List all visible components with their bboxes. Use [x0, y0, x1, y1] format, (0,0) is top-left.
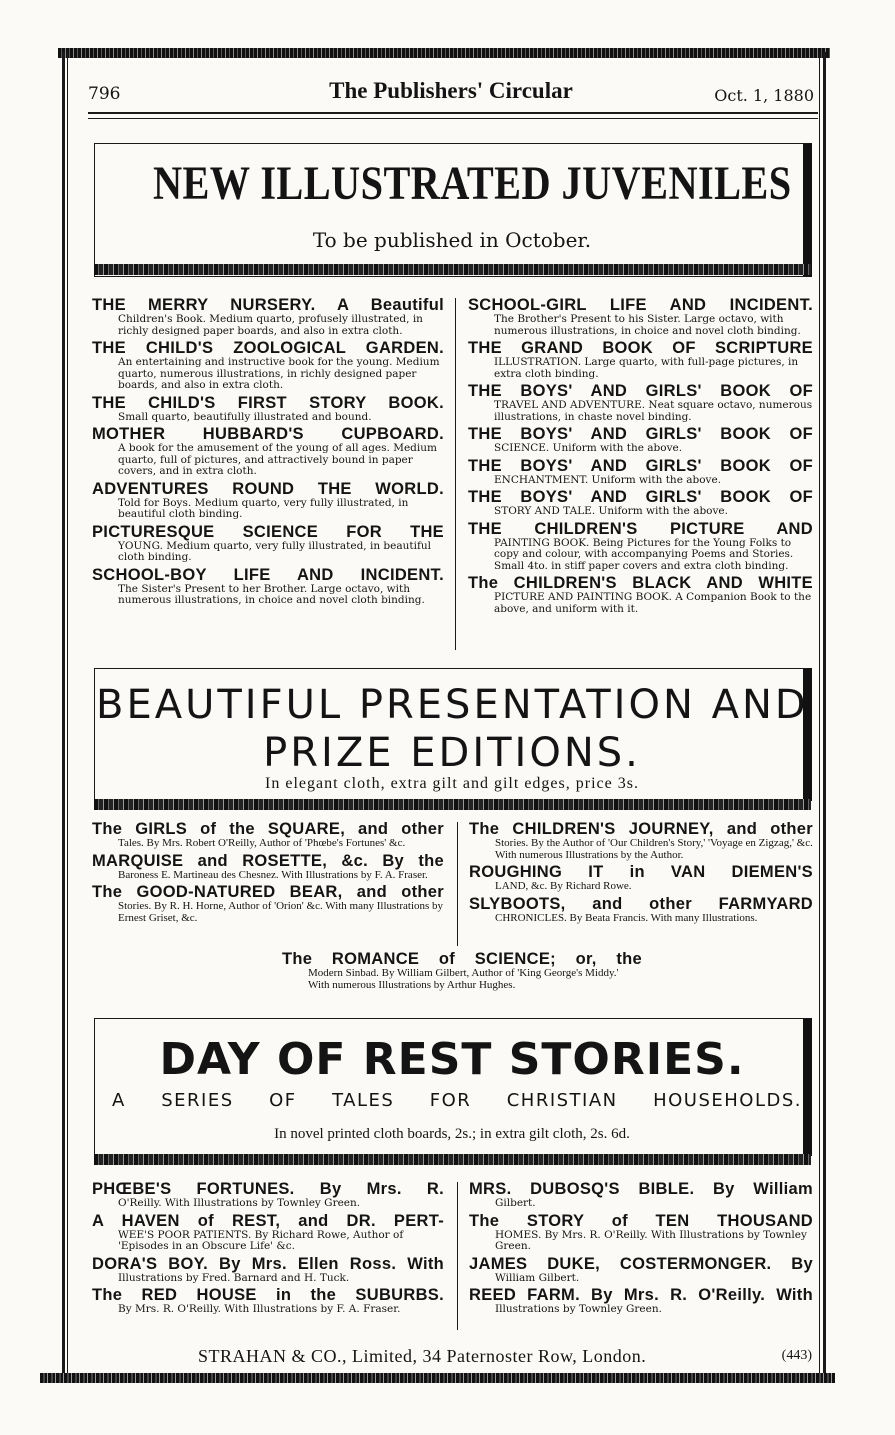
list-item: THE CHILDREN'S PICTURE AND PAINTING BOOK. Being Pictures for the Young Folks to copy and colour, with accompanying Poems and Stories. Small 4to. in stiff paper covers and extra cloth binding.: [468, 519, 813, 572]
list-item: THE BOYS' AND GIRLS' BOOK OF STORY AND TALE. Uniform with the above.: [468, 488, 813, 517]
day-of-rest-left-column: [92, 1180, 444, 1318]
list-item: THE BOYS' AND GIRLS' BOOK OF ENCHANTMENT. Uniform with the above.: [468, 456, 813, 486]
presentation-heading-line2: PRIZE EDITIONS.: [263, 730, 641, 776]
left-border-rule-inner: [67, 52, 68, 1383]
list-item: REED FARM. By Mrs. R. O'Reilly. With Illustrations by Townley Green.: [469, 1286, 813, 1315]
list-item: MRS. DUBOSQ'S BIBLE. By William Gilbert.: [469, 1180, 813, 1209]
presentation-right-column: [469, 820, 813, 926]
list-item: THE CHILD'S ZOOLOGICAL GARDEN. An entertaining and instructive book for the young. Medium quarto, numerous illustrations, in richly designed paper boards, and also in extra cloth.: [92, 339, 444, 391]
list-item: SCHOOL-GIRL LIFE AND INCIDENT. The Brother's Present to his Sister. Large octavo, with numerous illustrations, in choice and novel cloth binding.: [468, 296, 813, 337]
list-item: SCHOOL-BOY LIFE AND INCIDENT. The Sister's Present to her Brother. Large octavo, with numerous illustrations, in choice and novel cloth binding.: [92, 565, 444, 606]
list-item: The RED HOUSE in the SUBURBS. By Mrs. R. O'Reilly. With Illustrations by F. A. Fraser.: [92, 1286, 444, 1315]
day-of-rest-subheading: A SERIES OF TALES FOR CHRISTIAN HOUSEHOLDS.: [112, 1090, 802, 1111]
list-item: The CHILDREN'S BLACK AND WHITE PICTURE AND PAINTING BOOK. A Companion Book to the above, and uniform with it.: [468, 574, 813, 615]
list-item: THE MERRY NURSERY. A Beautiful Children's Book. Medium quarto, profusely illustrated, in richly designed paper boards, and also in extra cloth.: [92, 296, 444, 337]
column-divider: [457, 1182, 458, 1330]
presentation-left-column: [92, 820, 444, 926]
right-border-rule-inner: [819, 52, 820, 1383]
list-item: The GIRLS of the SQUARE, and other Tales. By Mrs. Robert O'Reilly, Author of 'Phœbe's Fortunes' &c.: [92, 820, 444, 849]
list-item: The GOOD-NATURED BEAR, and other Stories. By R. H. Horne, Author of 'Orion' &c. With many Illustrations by Ernest Griset, &c.: [92, 883, 444, 924]
column-divider: [455, 298, 456, 650]
running-head: [88, 78, 814, 108]
advert-number: (443): [781, 1348, 812, 1363]
day-of-rest-price: In novel printed cloth boards, 2s.; in extra gilt cloth, 2s. 6d.: [274, 1126, 630, 1142]
head-rule-thin: [88, 118, 818, 119]
day-of-rest-banner-shade: [94, 1154, 811, 1165]
list-item: PICTURESQUE SCIENCE FOR THE YOUNG. Medium quarto, very fully illustrated, in beautiful cloth binding.: [92, 522, 444, 563]
presentation-subheading: In elegant cloth, extra gilt and gilt edges, price 3s.: [265, 775, 639, 792]
list-item-centered: The ROMANCE of SCIENCE; or, the Modern Sinbad. By William Gilbert, Author of 'King George's Middy.' With numerous Illustrations by Arthur Hughes.: [282, 950, 642, 991]
list-item: The STORY of TEN THOUSAND HOMES. By Mrs. R. O'Reilly. With Illustrations by Townley Green.: [469, 1211, 813, 1252]
list-item: A HAVEN of REST, and DR. PERT- WEE'S POOR PATIENTS. By Richard Rowe, Author of 'Episodes in an Obscure Life' &c.: [92, 1211, 444, 1252]
list-item: DORA'S BOY. By Mrs. Ellen Ross. With Illustrations by Fred. Barnard and H. Tuck.: [92, 1254, 444, 1284]
juveniles-banner-shade: [94, 264, 811, 275]
juveniles-subheading: To be published in October.: [312, 228, 592, 252]
page-number: 796: [88, 84, 121, 104]
column-divider: [457, 822, 458, 946]
publisher-footer: [88, 1346, 818, 1368]
journal-title: The Publishers' Circular: [329, 78, 573, 103]
left-border-rule: [62, 52, 65, 1383]
juveniles-right-column: [468, 296, 813, 617]
list-item: PHŒBE'S FORTUNES. By Mrs. R. O'Reilly. With Illustrations by Townley Green.: [92, 1180, 444, 1209]
day-of-rest-heading: DAY OF REST STORIES.: [159, 1034, 745, 1085]
list-item: THE CHILD'S FIRST STORY BOOK. Small quarto, beautifully illustrated and bound.: [92, 393, 444, 423]
juveniles-heading: NEW ILLUSTRATED JUVENILES: [152, 157, 792, 210]
right-border-rule: [823, 52, 826, 1383]
presentation-banner-shade: [94, 799, 811, 810]
presentation-heading-line1: BEAUTIFUL PRESENTATION AND: [96, 682, 809, 728]
list-item: THE BOYS' AND GIRLS' BOOK OF SCIENCE. Uniform with the above.: [468, 425, 813, 454]
list-item: SLYBOOTS, and other FARMYARD CHRONICLES. By Beata Francis. With many Illustrations.: [469, 894, 813, 924]
publisher-imprint: STRAHAN & CO., Limited, 34 Paternoster Row, London.: [198, 1346, 647, 1366]
list-item: ADVENTURES ROUND THE WORLD. Told for Boys. Medium quarto, very fully illustrated, in beautiful cloth binding.: [92, 479, 444, 520]
list-item: MOTHER HUBBARD'S CUPBOARD. A book for the amusement of the young of all ages. Medium quarto, full of pictures, and attractively bound in paper covers, and in extra cloth.: [92, 425, 444, 477]
list-item: THE GRAND BOOK OF SCRIPTURE ILLUSTRATION. Large quarto, with full-page pictures, in extra cloth binding.: [468, 339, 813, 380]
list-item: JAMES DUKE, COSTERMONGER. By William Gilbert.: [469, 1254, 813, 1284]
day-of-rest-right-column: [469, 1180, 813, 1318]
bottom-border-band: [40, 1373, 835, 1383]
juveniles-left-column: [92, 296, 444, 609]
head-rule: [88, 112, 818, 114]
issue-date: Oct. 1, 1880: [714, 86, 814, 105]
list-item: THE BOYS' AND GIRLS' BOOK OF TRAVEL AND ADVENTURE. Neat square octavo, numerous illustrations, in chaste novel binding.: [468, 382, 813, 423]
top-border-band: [58, 48, 830, 58]
list-item: ROUGHING IT in VAN DIEMEN'S LAND, &c. By Richard Rowe.: [469, 863, 813, 892]
list-item: MARQUISE and ROSETTE, &c. By the Baroness E. Martineau des Chesnez. With Illustrations by F. A. Fraser.: [92, 851, 444, 881]
list-item: The CHILDREN'S JOURNEY, and other Stories. By the Author of 'Our Children's Story,' 'Voyage en Zigzag,' &c. With numerous Illustrations by the Author.: [469, 820, 813, 861]
